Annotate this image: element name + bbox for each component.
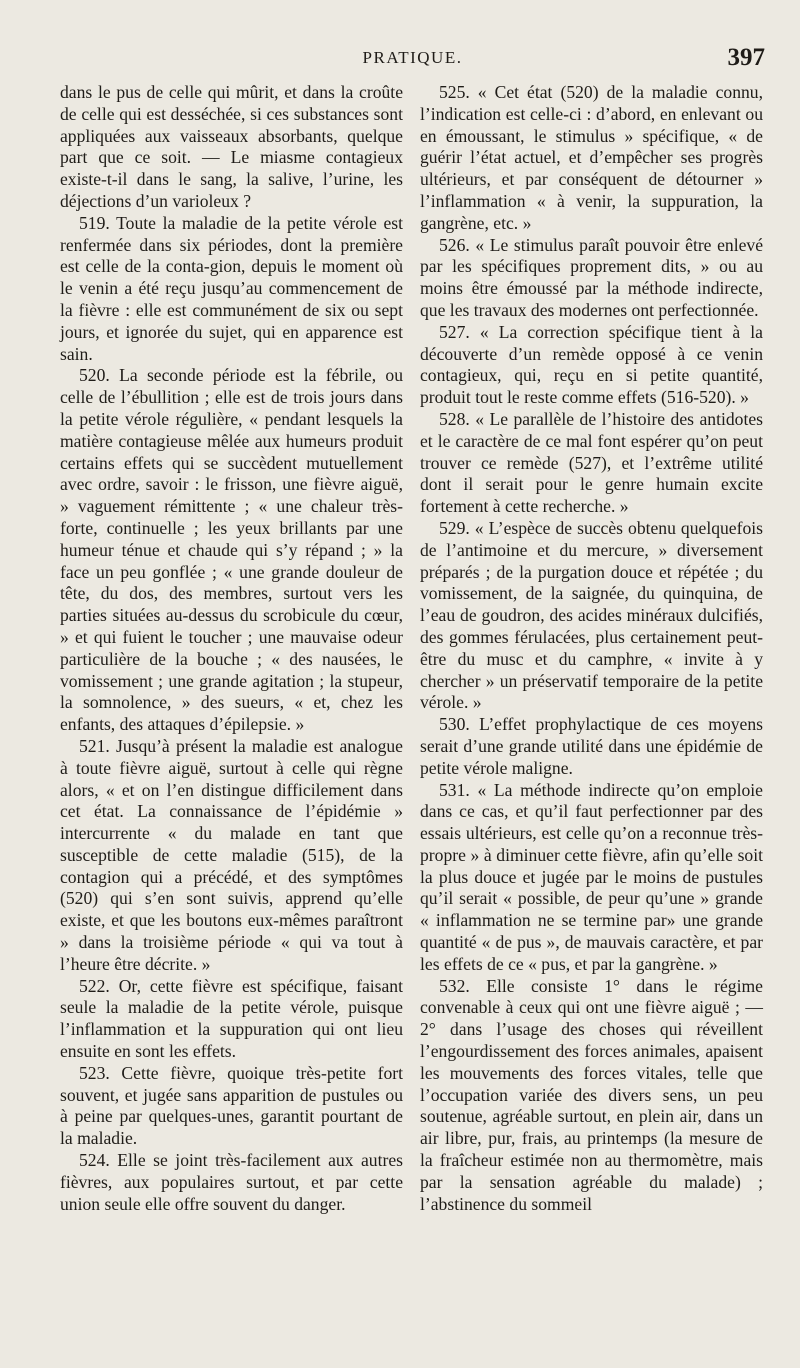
paragraph: 530. L’effet prophylactique de ces moyens serait d’une grande utilité dans une épidémie de petite vérole maligne. <box>420 714 763 778</box>
paragraph: dans le pus de celle qui mûrit, et dans la croûte de celle qui est desséchée, si ces substances sont appliquées aux vaisseaux absorbants, quelque part que ce soit. — Le miasme contagieux existe-t-il dans le sang, la salive, l’urine, les déjections d’un varioleux ? <box>60 82 403 211</box>
paragraph: 525. « Cet état (520) de la maladie connu, l’indication est celle-ci : d’abord, en enlevant ou en émoussant, le stimulus » spécifique, « de guérir l’état actuel, et d’empêcher ses progrès ultérieurs, et par conséquent de détourner » l’inflammation « à venir, la suppuration, la gangrène, etc. » <box>420 82 763 233</box>
paragraph: 520. La seconde période est la fébrile, ou celle de l’ébullition ; elle est de trois jours dans la petite vérole régulière, « pendant lesquels la matière contagieuse mêlée aux humeurs produit certains effets qui se succèdent mutuellement avec ordre, savoir : le frisson, une fièvre aiguë, » vaguement rémittente ; « une chaleur très-forte, continuelle ; les yeux brillants par une humeur ténue et chaude qui s’y répand ; » la face un peu gonflée ; « une grande douleur de tête, du dos, des membres, surtout vers les parties situées au-dessus du scrobicule du cœur, » et qui fuient le toucher ; une mauvaise odeur particulière de la bouche ; « des nausées, le vomissement ; une grande agitation ; la stupeur, la somnolence, » des sueurs, « et, chez les enfants, des attaques d’épilepsie. » <box>60 365 403 735</box>
paragraph: 519. Toute la maladie de la petite vérole est renfermée dans six périodes, dont la première est celle de la conta-gion, depuis le moment où le venin a été reçu jusqu’au commencement de la fièvre : elle est communément de six ou sept jours, et ignorée du sujet, qui en apparence est sain. <box>60 212 403 364</box>
paragraph: 532. Elle consiste 1° dans le régime convenable à ceux qui ont une fièvre aiguë ; — 2° dans l’usage des choses qui réveillent l’engourdissement des forces animales, apaisent les mouvements des forces vitales, telle que l’occupation variée des divers sens, un peu soutenue, agréable surtout, en plein air, dans un air libre, pur, frais, au printemps (la mesure de la fraîcheur estimée non au thermomètre, mais par la sensation agréable du malade) ; l’abstinence du sommeil <box>420 975 763 1214</box>
paragraph: 526. « Le stimulus paraît pouvoir être enlevé par les spécifiques proprement dits, » ou au moins être émoussé par la méthode indirecte, que les travaux des modernes ont perfectionnée. <box>420 234 763 320</box>
left-column <box>60 82 403 1215</box>
paragraph: 529. « L’espèce de succès obtenu quelquefois de l’antimoine et du mercure, » diversement préparés ; de la purgation douce et répétée ; du vomissement, de la saignée, du quinquina, de l’eau de goudron, des acides minéraux dulcifiés, des gommes férulacées, plus certainement peut-être du musc et du camphre, « invite à y chercher » un préservatif temporaire de la petite vérole. » <box>420 517 763 713</box>
page-header <box>60 44 765 78</box>
paragraph: 522. Or, cette fièvre est spécifique, faisant seule la maladie de la petite vérole, puisque l’inflammation et la suppuration qui ont lieu ensuite en sont les effets. <box>60 975 403 1062</box>
paragraph: 527. « La correction spécifique tient à la découverte d’un remède opposé à ce venin contagieux, qui, reçu en si petite quantité, produit tout le reste comme effets (516-520). » <box>420 321 763 408</box>
running-head: PRATIQUE. <box>362 48 463 67</box>
paragraph: 523. Cette fièvre, quoique très-petite fort souvent, et jugée sans apparition de pustules ou à peine par quelques-unes, garantit pourtant de la maladie. <box>60 1062 403 1149</box>
paragraph: 521. Jusqu’à présent la maladie est analogue à toute fièvre aiguë, surtout à celle qui règne alors, « et on l’en distingue difficilement dans cet état. La connaissance de l’épidémie » intercurrente « du malade en tant que susceptible de cette maladie (515), de la contagion qui a précédé, et des symptômes (520) qui s’en sont suivis, apprend qu’elle existe, et que les boutons eux-mêmes paraîtront » dans la troisième période « qui va tout à l’heure être décrite. » <box>60 735 403 974</box>
right-column <box>420 82 763 1215</box>
page-number: 397 <box>727 44 765 71</box>
paragraph: 524. Elle se joint très-facilement aux autres fièvres, aux populaires surtout, et par cette union seule elle offre souvent du danger. <box>60 1150 403 1214</box>
paragraph: 528. « Le parallèle de l’histoire des antidotes et le caractère de ce mal font espérer qu’on peut trouver ce remède (527), et l’extrême utilité dont il serait pour le genre humain excite fortement à cette recherche. » <box>420 408 763 517</box>
paragraph: 531. « La méthode indirecte qu’on emploie dans ce cas, et qu’il faut perfectionner par des essais ultérieurs, est celle qu’on a reconnue très-propre » à diminuer cette fièvre, afin qu’elle soit la plus douce et jugée par le moins de pustules qu’il serait « possible, de peur qu’une » grande « inflammation ne se termine par» une grande quantité « de pus », de mauvais caractère, et par les effets de ce « pus, et par la gangrène. » <box>420 779 763 974</box>
